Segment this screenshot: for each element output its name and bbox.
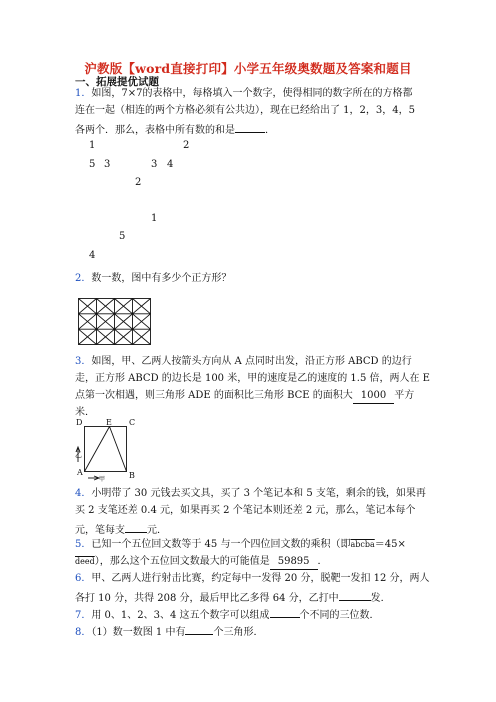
label-e: E — [106, 418, 112, 427]
q3-square-figure — [74, 418, 154, 484]
q5-line-2 — [75, 555, 328, 570]
q5-text-1: 已知一个五位回文数等于 45 与一个四位回文数的乘积（即 — [91, 539, 351, 550]
label-c: C — [129, 418, 136, 427]
q5-deed: deed — [75, 557, 95, 566]
q1-answer-blank — [235, 121, 265, 133]
q8-number: 8． — [75, 627, 92, 638]
label-jia: 甲 — [99, 476, 106, 483]
q7-number: 7． — [75, 610, 92, 621]
q4-line-1 — [75, 487, 426, 501]
page-title: 沪教版【word直接打印】小学五年级奥数题及答案和题目 — [84, 61, 412, 76]
q5-text-2: ），那么这个五位回文数最大的可能值是 — [94, 556, 270, 567]
q3-text-1: 如图，甲、乙两人按箭头方向从 A 点同时出发，沿正方形 ABCD 的边行 — [91, 356, 412, 367]
q3-number: 3． — [75, 356, 92, 367]
q7-answer-blank — [270, 606, 300, 618]
q3-line-1 — [75, 355, 412, 369]
q1-line-3 — [75, 121, 275, 138]
q5-number: 5． — [75, 539, 92, 550]
q5-answer: 59895 — [270, 555, 318, 570]
q3-text-4: 米． — [75, 407, 95, 418]
q2-text: 数一数，图中有多少个正方形？ — [91, 273, 232, 284]
q4-text-3-end: 元． — [147, 525, 167, 536]
q8-text-a: （1）数一数图 1 中有 — [91, 627, 186, 638]
q2-line — [75, 272, 231, 286]
grid-cell: 5 — [89, 159, 96, 170]
q6-text-1: 甲、乙两人进行射击比赛，约定每中一发得 20 分，脱靶一发扣 12 分，两人 — [91, 573, 430, 584]
grid-cell: 2 — [135, 177, 142, 188]
q5-text-2-end: ． — [317, 556, 328, 567]
q8-text-b: 个三角形． — [213, 627, 264, 638]
q4-text-2: 买 2 支笔还差 0.4 元，如果再买 2 个笔记本则还差 2 元，那么，笔记本每个 — [75, 505, 416, 516]
q3-text-3: 点第一次相遇，则三角形 ADE 的面积比三角形 BCE 的面积大 — [75, 390, 353, 401]
grid-cell: 5 — [119, 231, 126, 242]
q3-line-3 — [75, 389, 414, 404]
section-heading: 一、拓展提优试题 — [75, 76, 159, 88]
q2-number: 2． — [75, 273, 92, 284]
label-b: B — [129, 471, 135, 480]
grid-cell: 4 — [167, 159, 174, 170]
grid-cell: 3 — [151, 159, 158, 170]
q6-answer-blank — [339, 589, 371, 601]
q4-number: 4． — [75, 488, 92, 499]
q4-blank-2 — [125, 521, 147, 533]
q4-text-1: 小明带了 30 元钱去买文具，买了 3 个笔记本和 5 支笔，剩余的钱，如果再 — [91, 488, 426, 499]
q2-square-grid-figure — [78, 298, 152, 346]
q1-text-3: 各两个．那么，表格中所有数的和是 — [75, 125, 235, 136]
grid-cell: 2 — [183, 140, 190, 151]
label-d: D — [76, 418, 83, 427]
grid-cell: 1 — [89, 140, 96, 151]
q1-text-1: 如图，7×7的表格中，每格填入一个数字，使得相同的数字所在的方格都 — [91, 88, 413, 99]
grid-cell: 3 — [104, 159, 111, 170]
q7-text-b: 个不同的三位数． — [299, 610, 380, 621]
q7-line — [75, 606, 380, 623]
q5-abcba: abcba — [350, 540, 375, 549]
q1-line-1 — [75, 87, 412, 101]
q4-text-3: 元，笔每支 — [75, 525, 125, 536]
q1-text-3-end: ． — [265, 125, 275, 136]
q6-text-2-end: 发． — [370, 593, 391, 604]
q8-line — [75, 623, 263, 640]
q6-line-2 — [75, 589, 391, 606]
q3-text-2: 走，正方形 ABCD 的边长是 100 米，甲的速度是乙的速度的 1.5 倍，两人在 E — [75, 373, 430, 384]
q3-text-3-end: 平方 — [394, 390, 415, 401]
q1-text-2: 连在一起（相连的两个方格必须有公共边），现在已经给出了 1，2，3，4，5 — [75, 105, 415, 116]
q6-number: 6． — [75, 573, 92, 584]
grid-cell: 4 — [89, 250, 96, 261]
q4-line-3 — [75, 521, 167, 538]
grid-cell: 1 — [151, 213, 158, 224]
q5-text-1-end: ＝45× — [374, 539, 406, 550]
q1-number: 1． — [75, 88, 92, 99]
q6-line-1 — [75, 572, 430, 586]
q7-text-a: 用 0、1、2、3、4 这五个数字可以组成 — [91, 610, 270, 621]
q6-text-2: 各打 10 分，共得 208 分，最后甲比乙多得 64 分，乙打中 — [75, 593, 339, 604]
square-abcd-diagram — [74, 418, 154, 484]
q8-answer-blank — [185, 623, 213, 635]
q5-line-1 — [75, 538, 406, 552]
label-a: A — [77, 468, 83, 477]
q3-answer: 1000 — [353, 389, 394, 404]
label-yi: 乙 — [75, 451, 82, 459]
